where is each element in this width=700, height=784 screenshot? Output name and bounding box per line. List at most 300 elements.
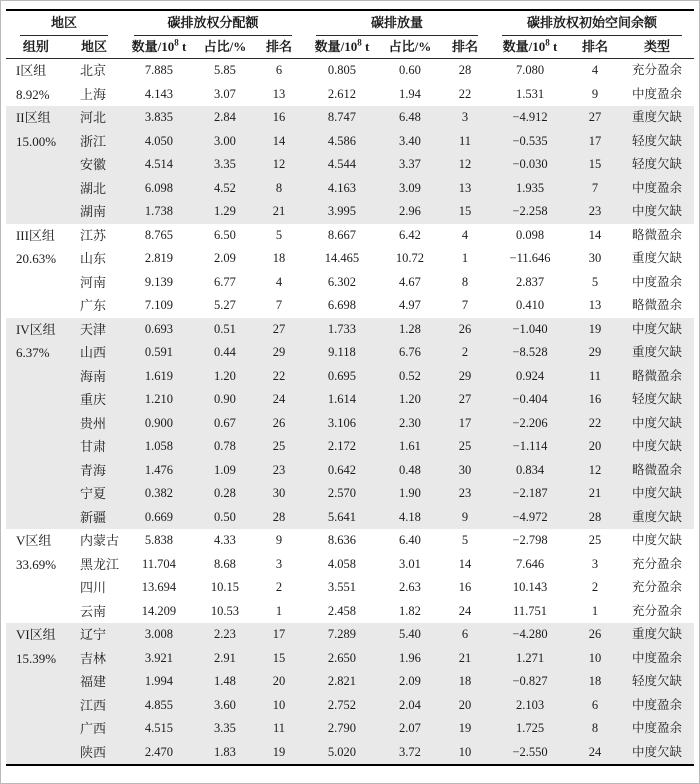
balance-rank-cell: 21 [570,482,620,506]
alloc-pct-cell: 1.20 [196,365,254,389]
alloc-rank-cell: 9 [275,533,283,547]
emis-rank-cell: 20 [440,694,490,718]
balance-rank-cell: 9 [591,86,599,101]
emis-rank-cell: 30 [440,459,490,483]
balance-qty-cell: 7.646 [515,556,545,571]
emis-rank-cell: 6 [440,623,490,647]
region-cell: 海南 [66,365,122,389]
balance-rank-cell: 1 [591,603,599,618]
balance-type-cell: 略微盈余 [620,365,694,389]
alloc-rank-cell: 24 [254,388,304,412]
alloc-rank-cell: 19 [254,741,304,766]
alloc-qty-cell: 8.765 [144,227,174,242]
emis-pct-cell: 4.67 [399,274,421,289]
region-cell: 河北 [66,106,122,130]
emis-qty-cell: 6.302 [327,274,357,289]
balance-qty-cell: 1.271 [490,647,570,671]
header-sub-row [6,36,694,59]
emis-rank-cell: 26 [440,318,490,342]
alloc-rank-cell: 13 [272,86,286,101]
balance-type-cell: 中度欠缺 [632,533,683,547]
alloc-pct-cell: 6.50 [214,227,236,242]
emis-pct-cell: 1.61 [380,435,440,459]
balance-qty-cell: 1.725 [490,717,570,741]
emis-qty-cell: 4.058 [327,556,357,571]
group-label-cell [6,106,66,224]
region-cell: 黑龙江 [79,556,119,572]
alloc-qty-cell: 1.619 [122,365,196,389]
balance-qty-cell: −1.114 [490,435,570,459]
emis-pct-cell: 6.76 [380,341,440,365]
emis-qty-cell: 6.698 [327,298,357,312]
table-row [6,83,694,107]
alloc-rank-cell: 1 [275,603,283,618]
alloc-rank-cell: 6 [275,63,283,77]
group-percent: 6.37% [15,345,50,360]
group-percent: 20.63% [15,251,57,266]
alloc-pct-cell: 2.84 [196,106,254,130]
group-label: III区组 [15,227,55,243]
emis-rank-cell: 17 [440,412,490,436]
balance-type-cell: 轻度欠缺 [620,130,694,154]
region-cell: 内蒙古 [79,533,119,548]
emis-qty-cell: 8.747 [304,106,380,130]
emis-rank-cell: 7 [461,298,469,312]
region-cell: 江西 [66,694,122,718]
balance-rank-cell: 6 [570,694,620,718]
emis-pct-cell: 2.09 [380,670,440,694]
alloc-qty-cell: 2.470 [122,741,196,766]
balance-type-cell: 略微盈余 [620,459,694,483]
emis-qty-cell: 2.458 [327,603,357,618]
emis-pct-cell: 6.40 [399,533,421,547]
balance-type-cell: 重度欠缺 [620,623,694,647]
alloc-rank-cell: 11 [254,717,304,741]
balance-type-cell: 充分盈余 [632,603,683,618]
alloc-rank-cell: 4 [275,274,283,289]
table-row [6,647,694,671]
group-label-cell [6,623,66,765]
balance-type-cell: 略微盈余 [632,227,683,242]
balance-qty-cell: −0.827 [490,670,570,694]
alloc-rank-cell: 14 [254,130,304,154]
table-row [6,294,694,318]
table-row [6,741,694,766]
emis-qty-cell: 1.733 [304,318,380,342]
balance-type-cell: 中度盈余 [620,717,694,741]
alloc-qty-cell: 3.835 [122,106,196,130]
alloc-qty-cell: 1.738 [122,200,196,224]
region-cell: 山东 [79,251,106,266]
balance-rank-cell: 14 [588,227,602,242]
region-cell: 湖北 [66,177,122,201]
balance-type-cell: 中度盈余 [620,647,694,671]
alloc-rank-cell: 12 [254,153,304,177]
alloc-pct-cell: 1.48 [196,670,254,694]
alloc-pct-cell: 3.60 [196,694,254,718]
balance-qty-cell: −11.646 [509,251,551,265]
emis-qty-cell: 0.642 [304,459,380,483]
alloc-qty-cell: 1.994 [122,670,196,694]
emis-pct-cell: 1.90 [380,482,440,506]
balance-type-cell: 中度盈余 [632,86,683,101]
group-percent: 33.69% [15,556,57,572]
balance-type-cell: 充分盈余 [632,556,683,571]
balance-rank-cell: 28 [570,506,620,530]
alloc-rank-cell: 23 [254,459,304,483]
balance-type-cell: 中度欠缺 [620,741,694,766]
balance-rank-cell: 5 [591,274,599,289]
region-cell: 山西 [66,341,122,365]
emis-rank-cell: 1 [461,251,469,265]
region-cell: 四川 [79,580,106,595]
group-label-cell [6,318,66,530]
alloc-pct-cell: 2.91 [196,647,254,671]
emis-pct-cell: 3.72 [380,741,440,766]
balance-rank-cell: 15 [570,153,620,177]
emis-qty-cell: 4.163 [304,177,380,201]
balance-type-cell: 重度欠缺 [620,106,694,130]
table-row [6,670,694,694]
alloc-pct-cell: 10.53 [210,603,240,618]
alloc-rank-cell: 30 [254,482,304,506]
emis-rank-cell: 16 [458,580,472,594]
emis-pct-cell: 6.42 [399,227,421,242]
emis-qty-cell: 2.570 [304,482,380,506]
emis-rank-cell: 21 [440,647,490,671]
alloc-qty-cell: 1.058 [122,435,196,459]
region-cell: 宁夏 [66,482,122,506]
region-cell: 福建 [66,670,122,694]
group-percent: 15.00% [15,133,57,149]
balance-type-cell: 中度欠缺 [620,318,694,342]
balance-rank-cell: 7 [570,177,620,201]
header-alloc-rank: 排名 [254,36,304,59]
region-cell: 青海 [66,459,122,483]
alloc-qty-cell: 13.694 [141,580,177,594]
table-row [6,318,694,342]
emis-pct-cell: 0.60 [399,63,421,77]
balance-rank-cell: 11 [570,365,620,389]
alloc-pct-cell: 3.00 [196,130,254,154]
emis-pct-cell: 1.94 [399,86,421,101]
balance-qty-cell: −0.535 [490,130,570,154]
region-cell: 江苏 [79,227,106,243]
balance-rank-cell: 4 [591,63,599,77]
emis-pct-cell: 1.82 [399,603,421,618]
region-cell: 安徽 [66,153,122,177]
balance-type-cell: 充分盈余 [632,63,683,77]
alloc-qty-cell: 4.143 [144,86,174,101]
alloc-rank-cell: 27 [254,318,304,342]
header-alloc-pct: 占比/% [196,36,254,59]
emis-pct-cell: 10.72 [395,251,425,265]
emis-qty-cell: 5.020 [304,741,380,766]
alloc-pct-cell: 0.90 [196,388,254,412]
header-span-region: 地区 [6,10,122,36]
emis-qty-cell: 2.790 [304,717,380,741]
emis-rank-cell: 15 [440,200,490,224]
balance-type-cell: 中度盈余 [620,177,694,201]
header-emis-rank: 排名 [440,36,490,59]
region-cell: 吉林 [66,647,122,671]
table-row [6,200,694,224]
balance-type-cell: 重度欠缺 [632,251,683,265]
balance-qty-cell: −4.972 [490,506,570,530]
region-cell: 北京 [79,63,106,78]
alloc-qty-cell: 0.900 [122,412,196,436]
emis-rank-cell: 28 [458,63,472,77]
alloc-rank-cell: 3 [275,556,283,571]
emis-pct-cell: 5.40 [380,623,440,647]
balance-type-cell: 中度欠缺 [620,200,694,224]
table-row [6,224,694,248]
alloc-qty-cell: 6.098 [122,177,196,201]
header-region: 地区 [66,36,122,59]
alloc-qty-cell: 2.819 [144,251,174,265]
group-label: II区组 [15,110,51,125]
balance-qty-cell: −2.206 [490,412,570,436]
alloc-qty-cell: 0.693 [122,318,196,342]
balance-qty-cell: 2.103 [490,694,570,718]
emis-qty-cell: 5.641 [304,506,380,530]
group-label: VI区组 [15,627,56,642]
alloc-qty-cell: 3.921 [122,647,196,671]
emis-qty-cell: 7.289 [304,623,380,647]
balance-type-cell: 轻度欠缺 [620,670,694,694]
table-row [6,482,694,506]
region-cell: 辽宁 [66,623,122,647]
emis-rank-cell: 4 [461,227,469,242]
table-row [6,576,694,600]
header-emis-pct: 占比/% [380,36,440,59]
table-row [6,412,694,436]
region-cell: 陕西 [66,741,122,766]
emis-qty-cell: 0.695 [304,365,380,389]
emis-qty-cell: 3.551 [327,580,357,594]
region-cell: 河南 [79,274,106,290]
alloc-rank-cell: 29 [254,341,304,365]
table-row [6,435,694,459]
balance-rank-cell: 3 [591,556,599,571]
emis-rank-cell: 23 [440,482,490,506]
emis-rank-cell: 3 [440,106,490,130]
alloc-pct-cell: 1.09 [196,459,254,483]
region-cell: 上海 [79,86,106,102]
balance-rank-cell: 30 [588,251,602,265]
alloc-pct-cell: 3.07 [214,86,236,101]
emis-qty-cell: 3.106 [304,412,380,436]
balance-qty-cell: 11.751 [513,603,547,618]
balance-rank-cell: 24 [570,741,620,766]
alloc-qty-cell: 4.514 [122,153,196,177]
balance-qty-cell: −2.550 [490,741,570,766]
alloc-pct-cell: 4.52 [196,177,254,201]
emis-qty-cell: 4.544 [304,153,380,177]
alloc-pct-cell: 6.77 [214,274,236,289]
alloc-rank-cell: 26 [254,412,304,436]
region-cell: 广东 [79,298,106,313]
balance-rank-cell: 8 [570,717,620,741]
alloc-rank-cell: 28 [254,506,304,530]
region-cell: 甘肃 [66,435,122,459]
emis-qty-cell: 2.650 [304,647,380,671]
alloc-qty-cell: 3.008 [122,623,196,647]
table-row [6,271,694,295]
emis-qty-cell: 2.752 [304,694,380,718]
emis-qty-cell: 8.667 [327,227,357,242]
carbon-emission-table [6,9,694,766]
emis-qty-cell: 3.995 [304,200,380,224]
balance-type-cell: 轻度欠缺 [620,388,694,412]
alloc-pct-cell: 0.28 [196,482,254,506]
balance-qty-cell: −8.528 [490,341,570,365]
balance-type-cell: 略微盈余 [632,298,683,312]
group-label: V区组 [15,533,52,548]
alloc-pct-cell: 0.51 [196,318,254,342]
table-row [6,130,694,154]
region-cell: 重庆 [66,388,122,412]
region-cell: 新疆 [66,506,122,530]
emis-pct-cell: 2.04 [380,694,440,718]
balance-qty-cell: 0.924 [490,365,570,389]
alloc-pct-cell: 0.78 [196,435,254,459]
emis-pct-cell: 2.07 [380,717,440,741]
emis-pct-cell: 3.09 [380,177,440,201]
emis-rank-cell: 25 [440,435,490,459]
table-row [6,694,694,718]
emis-rank-cell: 19 [440,717,490,741]
balance-type-cell: 中度盈余 [620,694,694,718]
balance-type-cell: 中度欠缺 [620,482,694,506]
table-row [6,388,694,412]
emis-rank-cell: 18 [440,670,490,694]
region-cell: 贵州 [66,412,122,436]
alloc-rank-cell: 25 [254,435,304,459]
balance-rank-cell: 13 [588,298,602,312]
balance-rank-cell: 29 [570,341,620,365]
balance-rank-cell: 20 [570,435,620,459]
header-emis-qty: 数量$/10^8$ t [304,36,380,59]
emis-rank-cell: 9 [440,506,490,530]
balance-rank-cell: 27 [570,106,620,130]
balance-qty-cell: −2.798 [512,533,548,547]
header-balance-type: 类型 [620,36,694,59]
balance-type-cell: 中度欠缺 [620,412,694,436]
balance-rank-cell: 16 [570,388,620,412]
emis-qty-cell: 2.612 [327,86,357,101]
balance-type-cell: 重度欠缺 [620,506,694,530]
emis-rank-cell: 2 [440,341,490,365]
emis-qty-cell: 9.118 [304,341,380,365]
balance-qty-cell: −1.040 [490,318,570,342]
alloc-pct-cell: 3.35 [196,153,254,177]
emis-qty-cell: 8.636 [327,533,357,547]
alloc-qty-cell: 9.139 [144,274,174,289]
alloc-qty-cell: 11.704 [141,556,176,571]
emis-rank-cell: 10 [440,741,490,766]
balance-rank-cell: 19 [570,318,620,342]
alloc-pct-cell: 2.09 [214,251,236,265]
emis-pct-cell: 2.63 [399,580,421,594]
alloc-qty-cell: 14.209 [141,603,177,618]
table-row [6,623,694,647]
alloc-pct-cell: 8.68 [214,556,236,571]
alloc-pct-cell: 3.35 [196,717,254,741]
emis-rank-cell: 12 [440,153,490,177]
region-cell: 广西 [66,717,122,741]
balance-qty-cell: 10.143 [512,580,548,594]
balance-qty-cell: −4.280 [490,623,570,647]
group-label-cell [6,529,66,623]
balance-qty-cell: 2.837 [515,274,545,289]
region-cell: 天津 [66,318,122,342]
balance-qty-cell: −4.912 [490,106,570,130]
balance-rank-cell: 25 [588,533,602,547]
alloc-rank-cell: 15 [254,647,304,671]
alloc-qty-cell: 5.838 [144,533,174,547]
alloc-qty-cell: 0.382 [122,482,196,506]
emis-qty-cell: 2.821 [304,670,380,694]
emis-pct-cell: 3.01 [399,556,421,571]
alloc-qty-cell: 1.476 [122,459,196,483]
alloc-rank-cell: 2 [275,580,283,594]
emis-pct-cell: 2.96 [380,200,440,224]
alloc-pct-cell: 1.29 [196,200,254,224]
balance-rank-cell: 17 [570,130,620,154]
emis-pct-cell: 0.48 [380,459,440,483]
table-row [6,247,694,271]
table-header [6,10,694,59]
group-label: I区组 [15,63,47,78]
emis-qty-cell: 14.465 [324,251,360,265]
alloc-pct-cell: 0.50 [196,506,254,530]
table-row [6,506,694,530]
emis-pct-cell: 4.97 [399,298,421,312]
table-row [6,59,694,83]
alloc-pct-cell: 2.23 [196,623,254,647]
balance-qty-cell: 0.098 [515,227,545,242]
emis-qty-cell: 4.586 [304,130,380,154]
balance-qty-cell: 1.531 [515,86,545,101]
alloc-qty-cell: 4.515 [122,717,196,741]
balance-rank-cell: 23 [570,200,620,224]
emis-pct-cell: 6.48 [380,106,440,130]
emis-qty-cell: 0.805 [327,63,357,77]
region-cell: 浙江 [66,130,122,154]
balance-qty-cell: 0.834 [490,459,570,483]
table-row [6,341,694,365]
alloc-rank-cell: 7 [275,298,283,312]
table-row [6,106,694,130]
alloc-qty-cell: 4.855 [122,694,196,718]
table-row [6,529,694,553]
table-row [6,553,694,577]
emis-pct-cell: 4.18 [380,506,440,530]
header-span-emission: 碳排放量 [304,10,490,36]
balance-qty-cell: 0.410 [515,298,545,312]
alloc-qty-cell: 7.109 [144,298,174,312]
emis-rank-cell: 27 [440,388,490,412]
table-row [6,717,694,741]
balance-type-cell: 中度欠缺 [620,435,694,459]
alloc-pct-cell: 4.33 [214,533,236,547]
header-span-row [6,10,694,36]
table-row [6,365,694,389]
alloc-rank-cell: 21 [254,200,304,224]
region-cell: 湖南 [66,200,122,224]
balance-rank-cell: 12 [570,459,620,483]
